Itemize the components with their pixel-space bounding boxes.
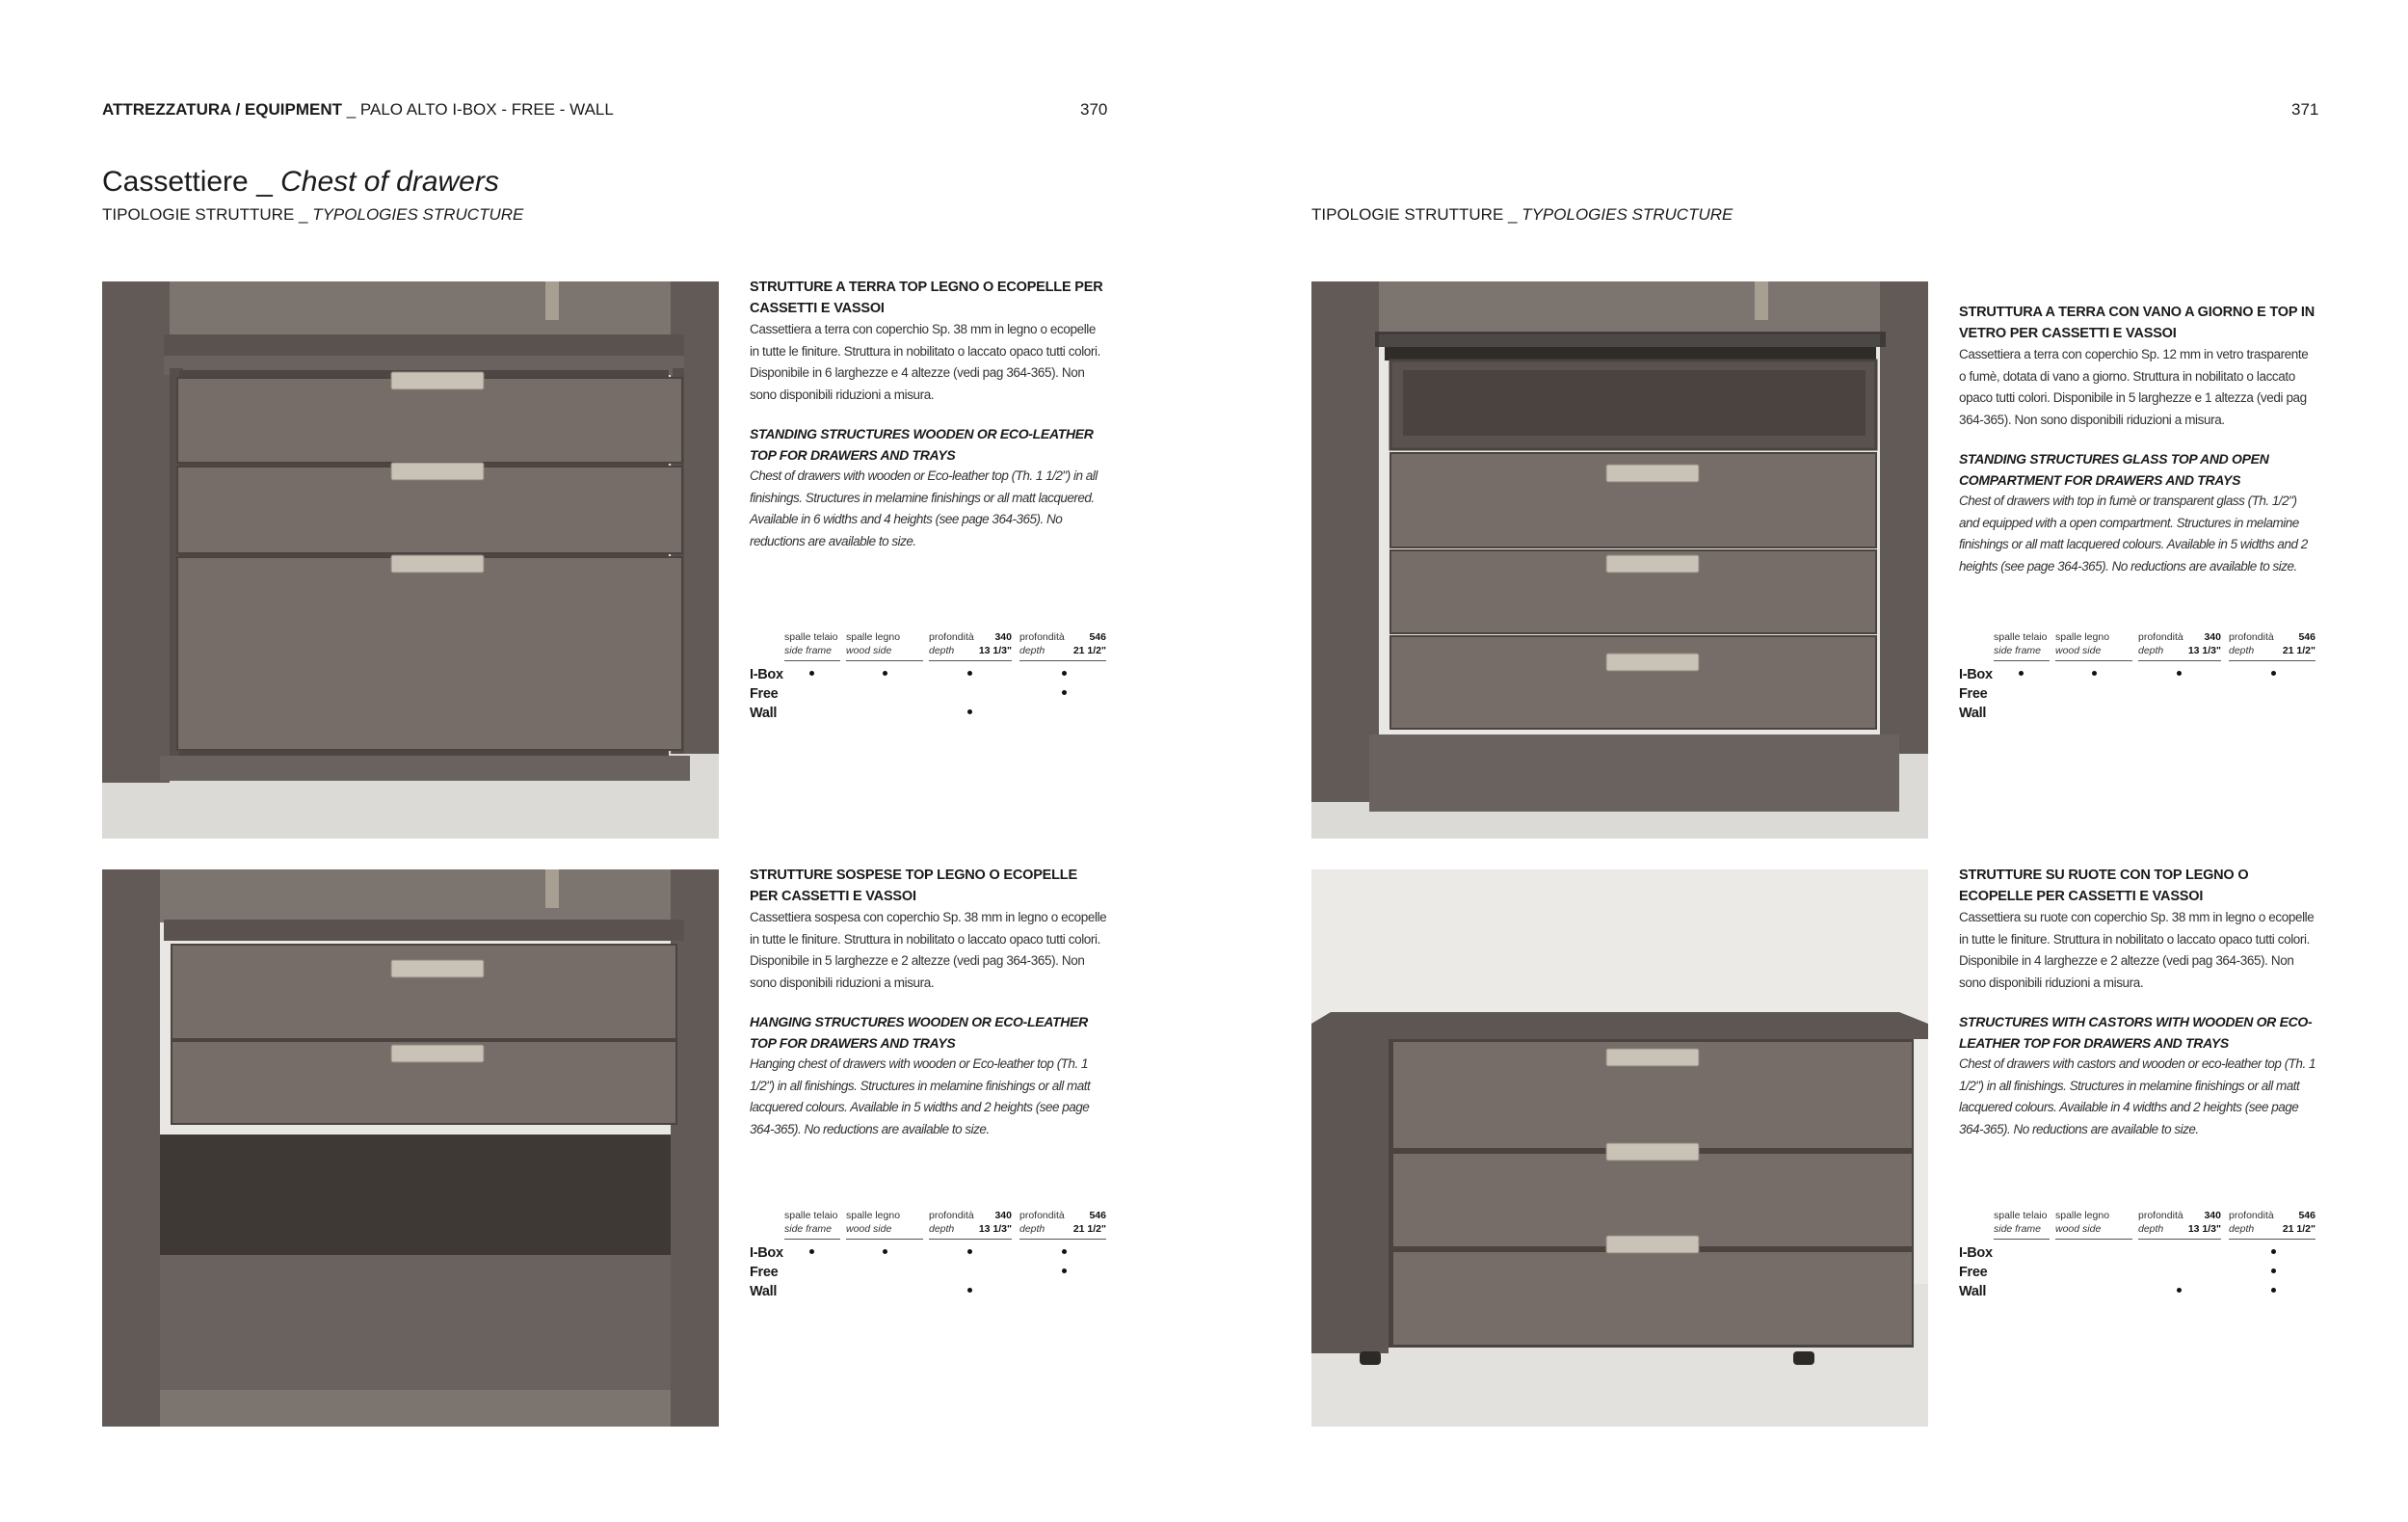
- availability-dot: [1062, 671, 1067, 676]
- spec-row-label: Free: [750, 1265, 779, 1280]
- body-english: Chest of drawers with wooden or Eco-leather top (Th. 1 1/2") in all finishings. Structures in melamine finishings or all matt lacquered. Available in 6 widths and 4 heights (see page 364-365). No reductions are available to size.: [750, 468, 1098, 548]
- body-italian: Cassettiera a terra con coperchio Sp. 38 mm in legno o ecopelle in tutte le finiture. Struttura in nobilitato o laccato opaco tutti colori. Disponibile in 6 larghezze e 4 altezze (vedi pag 364-365). Non sono disponibili riduzioni a misura.: [750, 322, 1100, 402]
- spec-row-label: I-Box: [1959, 667, 1993, 682]
- availability-dot: [967, 709, 972, 714]
- subtitle-right: [1311, 205, 1733, 225]
- availability-dot: [1062, 690, 1067, 695]
- spec-column-header: spalle legno wood side: [846, 1209, 923, 1240]
- spec-row-label: Wall: [1959, 1284, 1987, 1299]
- photo-hanging-structure: [102, 869, 719, 1427]
- spec-row-label: I-Box: [750, 667, 783, 682]
- spec-row-label: Wall: [1959, 706, 1987, 721]
- title-italic: Chest of drawers: [280, 166, 499, 198]
- section-label: ATTREZZATURA / EQUIPMENT: [102, 100, 342, 119]
- photo-standing-glass-top: [1311, 281, 1928, 839]
- page-number-right: 371: [2291, 100, 2319, 119]
- body-english: Chest of drawers with top in fumè or transparent glass (Th. 1/2") and equipped with a open compartment. Structures in melamine finishings or all matt lacquered colours. Available in 5 widths and 2 heights (see page 364-365). No reductions are available to size.: [1959, 494, 2308, 574]
- spec-table-3: [750, 1209, 1106, 1315]
- spec-column-header: spalle telaio side frame: [784, 630, 840, 661]
- availability-dot: [2177, 1288, 2182, 1293]
- availability-dot: [883, 671, 887, 676]
- subtitle-italic: TYPOLOGIES STRUCTURE: [312, 205, 524, 224]
- spec-column-header: spalle telaio side frame: [1994, 630, 2050, 661]
- heading-english: STANDING STRUCTURES WOODEN OR ECO-LEATHER TOP FOR DRAWERS AND TRAYS: [750, 426, 1094, 463]
- spec-table-4: [1959, 1209, 2315, 1315]
- spec-row-label: Wall: [750, 706, 778, 721]
- spec-column-header: profondità 340 depth 13 1/3": [2138, 630, 2221, 661]
- section-subtitle: _ PALO ALTO I-BOX - FREE - WALL: [342, 100, 614, 119]
- spec-row-label: I-Box: [750, 1245, 783, 1261]
- availability-dot: [2177, 671, 2182, 676]
- availability-dot: [2271, 1249, 2276, 1254]
- spec-row-label: Free: [1959, 686, 1988, 702]
- subtitle-left: [102, 205, 523, 225]
- text-block-standing-glass: [1959, 302, 2317, 577]
- text-block-castors: [1959, 865, 2317, 1140]
- heading-english: HANGING STRUCTURES WOODEN OR ECO-LEATHER TOP FOR DRAWERS AND TRAYS: [750, 1014, 1088, 1051]
- heading-italian: STRUTTURE SOSPESE TOP LEGNO O ECOPELLE PER CASSETTI E VASSOI: [750, 868, 1077, 904]
- body-italian: Cassettiera sospesa con coperchio Sp. 38 mm in legno o ecopelle in tutte le finiture. Struttura in nobilitato o laccato opaco tutti colori. Disponibile in 5 larghezze e 2 altezze (vedi pag 364-365). Non sono disponibili riduzioni a misura.: [750, 910, 1107, 990]
- availability-dot: [809, 1249, 814, 1254]
- spec-column-header: profondità 546 depth 21 1/2": [1019, 1209, 1106, 1240]
- availability-dot: [809, 671, 814, 676]
- text-block-hanging: [750, 865, 1108, 1140]
- heading-italian: STRUTTURA A TERRA CON VANO A GIORNO E TOP IN VETRO PER CASSETTI E VASSOI: [1959, 305, 2315, 341]
- photo-standing-wood-top: [102, 281, 719, 839]
- availability-dot: [2271, 671, 2276, 676]
- subtitle-italic: TYPOLOGIES STRUCTURE: [1522, 205, 1733, 224]
- page-title: [102, 166, 499, 199]
- subtitle-text: TIPOLOGIE STRUTTURE _: [1311, 205, 1522, 224]
- availability-dot: [967, 1249, 972, 1254]
- spec-column-header: profondità 340 depth 13 1/3": [929, 630, 1012, 661]
- heading-italian: STRUTTURE A TERRA TOP LEGNO O ECOPELLE PER CASSETTI E VASSOI: [750, 280, 1103, 316]
- availability-dot: [1062, 1249, 1067, 1254]
- running-header: [102, 100, 614, 120]
- availability-dot: [1062, 1268, 1067, 1273]
- photo-castors-structure: [1311, 869, 1928, 1427]
- spec-row-label: Free: [1959, 1265, 1988, 1280]
- availability-dot: [2271, 1288, 2276, 1293]
- availability-dot: [883, 1249, 887, 1254]
- availability-dot: [2019, 671, 2024, 676]
- spec-column-header: profondità 546 depth 21 1/2": [1019, 630, 1106, 661]
- text-block-standing-wood: [750, 277, 1108, 552]
- heading-english: STANDING STRUCTURES GLASS TOP AND OPEN COMPARTMENT FOR DRAWERS AND TRAYS: [1959, 451, 2269, 488]
- spec-table-1: [750, 630, 1106, 736]
- spec-column-header: profondità 340 depth 13 1/3": [2138, 1209, 2221, 1240]
- spec-column-header: profondità 546 depth 21 1/2": [2229, 630, 2315, 661]
- heading-italian: STRUTTURE SU RUOTE CON TOP LEGNO O ECOPELLE PER CASSETTI E VASSOI: [1959, 868, 2249, 904]
- availability-dot: [2092, 671, 2097, 676]
- spec-table-2: [1959, 630, 2315, 736]
- body-italian: Cassettiera su ruote con coperchio Sp. 38 mm in legno o ecopelle in tutte le finiture. Struttura in nobilitato o laccato opaco tutti colori. Disponibile in 4 larghezze e 2 altezze (vedi pag 364-365). Non sono disponibili riduzioni a misura.: [1959, 910, 2315, 990]
- spec-row-label: I-Box: [1959, 1245, 1993, 1261]
- title-text: Cassettiere _: [102, 166, 281, 198]
- spec-column-header: spalle telaio side frame: [1994, 1209, 2050, 1240]
- availability-dot: [967, 1288, 972, 1293]
- heading-english: STRUCTURES WITH CASTORS WITH WOODEN OR ECO-LEATHER TOP FOR DRAWERS AND TRAYS: [1959, 1014, 2313, 1051]
- spec-column-header: spalle legno wood side: [846, 630, 923, 661]
- availability-dot: [967, 671, 972, 676]
- body-english: Chest of drawers with castors and wooden or eco-leather top (Th. 1 1/2") in all finishings. Structures in melamine finishings or all matt lacquered colours. Available in 4 widths and 2 heights (see page 364-365). No reductions are available to size.: [1959, 1056, 2315, 1136]
- body-italian: Cassettiera a terra con coperchio Sp. 12 mm in vetro trasparente o fumè, dotata di vano a giorno. Struttura in nobilitato o laccato opaco tutti colori. Disponibile in 5 larghezze e 1 altezza (vedi pag 364-365). Non sono disponibili riduzioni a misura.: [1959, 347, 2309, 427]
- page-number-left: 370: [1080, 100, 1108, 119]
- spec-column-header: spalle legno wood side: [2055, 1209, 2132, 1240]
- spec-row-label: Free: [750, 686, 779, 702]
- body-english: Hanging chest of drawers with wooden or Eco-leather top (Th. 1 1/2") in all finishings. Structures in melamine finishings or all matt lacquered colours. Available in 5 widths and 2 heights (see page 364-365). No reductions are available to size.: [750, 1056, 1091, 1136]
- spec-column-header: profondità 340 depth 13 1/3": [929, 1209, 1012, 1240]
- spec-column-header: spalle telaio side frame: [784, 1209, 840, 1240]
- spec-column-header: spalle legno wood side: [2055, 630, 2132, 661]
- subtitle-text: TIPOLOGIE STRUTTURE _: [102, 205, 313, 224]
- spec-row-label: Wall: [750, 1284, 778, 1299]
- availability-dot: [2271, 1268, 2276, 1273]
- spec-column-header: profondità 546 depth 21 1/2": [2229, 1209, 2315, 1240]
